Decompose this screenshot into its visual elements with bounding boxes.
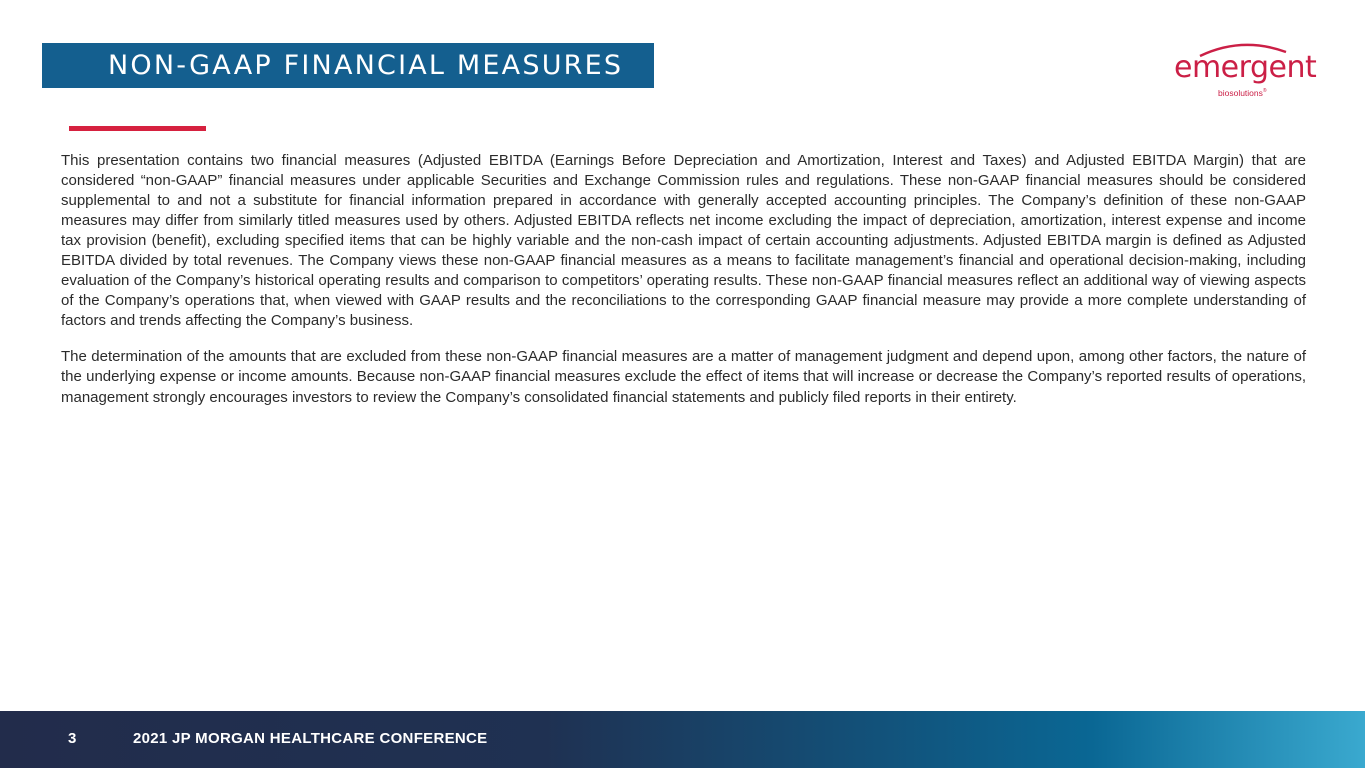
logo-wordmark: emergent xyxy=(1174,50,1317,85)
disclaimer-body xyxy=(61,151,1306,424)
footer-bar xyxy=(0,711,1365,768)
page-number: 3 xyxy=(68,730,77,747)
accent-divider xyxy=(69,126,206,131)
paragraph: The determination of the amounts that are excluded from these non-GAAP financial measures are a matter of management judgment and depend upon, among other factors, the nature of the underlying expense or income amounts. Because non-GAAP financial measures exclude the effect of items that will increase or decrease the Company’s reported results of operations, management strongly encourages investors to review the Company’s consolidated financial statements and publicly filed reports in their entirety. xyxy=(61,348,1306,406)
paragraph: This presentation contains two financial measures (Adjusted EBITDA (Earnings Before Depreciation and Amortization, Interest and Taxes) and Adjusted EBITDA Margin) that are considered “non-GAAP” financial measures under applicable Securities and Exchange Commission rules and regulations. These non-GAAP financial measures should be considered supplemental to and not a substitute for financial information prepared in accordance with generally accepted accounting principles. The Company’s definition of these non-GAAP measures may differ from similarly titled measures used by others. Adjusted EBITDA reflects net income excluding the impact of depreciation, amortization, interest expense and income tax provision (benefit), excluding specified items that can be highly variable and the non-cash impact of certain accounting adjustments. Adjusted EBITDA margin is defined as Adjusted EBITDA divided by total revenues. The Company views these non-GAAP financial measures as a means to facilitate management’s financial and operational decision-making, including evaluation of the Company’s historical operating results and comparison to competitors’ operating results. These non-GAAP financial measures reflect an additional way of viewing aspects of the Company’s operations that, when viewed with GAAP results and the reconciliations to the corresponding GAAP financial measure may provide a more complete understanding of factors and trends affecting the Company’s business. xyxy=(61,152,1306,330)
title-banner xyxy=(42,43,654,88)
registered-mark: ® xyxy=(1262,88,1267,95)
page-title: NON-GAAP FINANCIAL MEASURES xyxy=(108,50,624,81)
logo-tagline: biosolutions® xyxy=(1218,88,1267,98)
footer-event-title: 2021 JP MORGAN HEALTHCARE CONFERENCE xyxy=(133,730,488,747)
emergent-logo xyxy=(1168,40,1317,100)
